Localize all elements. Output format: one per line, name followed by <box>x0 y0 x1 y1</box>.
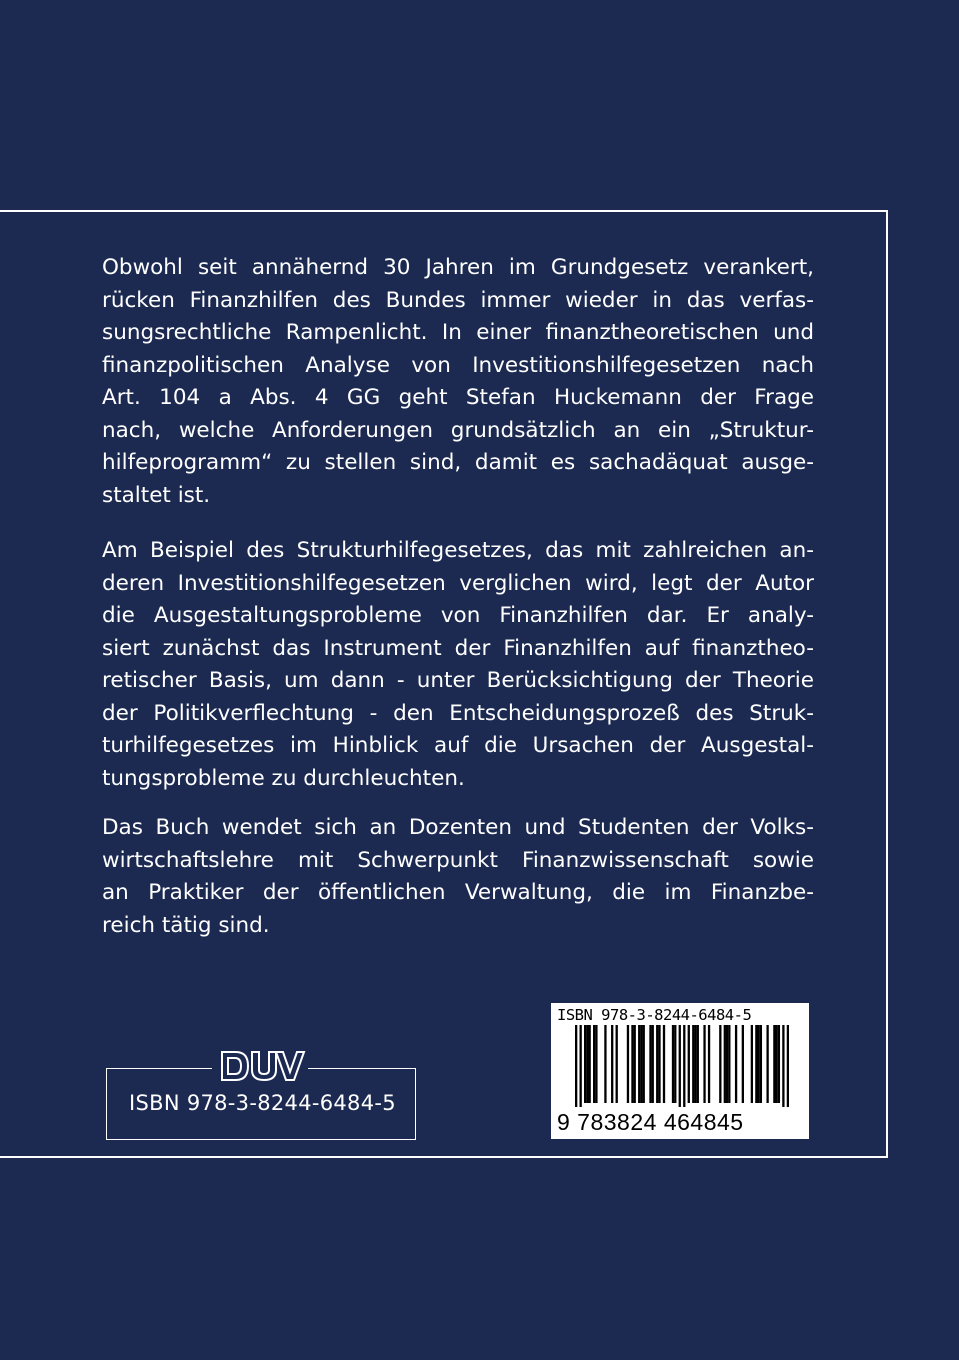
barcode-bar <box>604 1025 606 1103</box>
logo-text: DUV <box>212 1046 215 1047</box>
barcode-bar <box>742 1025 744 1103</box>
barcode-bar <box>679 1025 681 1107</box>
barcode-bar <box>694 1025 696 1103</box>
text-line: staltet ist. <box>102 482 211 508</box>
barcode-bar <box>674 1025 676 1103</box>
text-line: siert zunächst das Instrument der Finanzhilfen auf finanztheo- <box>102 635 814 661</box>
barcode-bar <box>649 1025 651 1103</box>
text-line: nach, welche Anforderungen grundsätzlich an ein „Struktur- <box>102 417 814 443</box>
barcode-bar <box>595 1025 597 1103</box>
text-line: finanzpolitischen Analyse von Investitionshilfegesetzen nach <box>102 352 814 378</box>
barcode-bar <box>703 1025 705 1103</box>
text-line: der Politikverflechtung - den Entscheidungsprozeß des Struk- <box>102 700 814 726</box>
barcode-digits: 9 783824 464845 <box>557 1109 744 1135</box>
text-line: sungsrechtliche Rampenlicht. In einer finanztheoretischen und <box>102 320 814 345</box>
barcode-bar <box>584 1025 586 1103</box>
barcode-bar <box>760 1025 762 1103</box>
barcode-bar <box>652 1025 654 1103</box>
barcode-bar <box>631 1025 633 1103</box>
barcode-bar <box>778 1025 780 1103</box>
duv-logo-icon <box>212 1046 308 1086</box>
barcode-bar <box>726 1025 728 1103</box>
blurb-paragraph-2 <box>102 535 814 795</box>
blurb-paragraph-1 <box>102 252 814 512</box>
barcode-bar <box>751 1025 753 1103</box>
barcode-bar <box>683 1025 685 1107</box>
barcode-bar <box>724 1025 726 1103</box>
isbn-label: ISBN 978-3-8244-6484-5 <box>129 1091 396 1115</box>
barcode-bar <box>586 1025 588 1103</box>
text-line: Art. 104 a Abs. 4 GG geht Stefan Huckemann der Frage <box>102 385 814 410</box>
barcode-bar <box>766 1025 768 1103</box>
barcode-bar <box>640 1025 642 1103</box>
barcode-bar <box>627 1025 629 1103</box>
barcode-bar <box>735 1025 737 1103</box>
barcode-bar <box>775 1025 777 1103</box>
barcode-bar <box>787 1025 789 1107</box>
text-line: die Ausgestaltungsprobleme von Finanzhilfen dar. Er analy- <box>102 603 814 628</box>
barcode-bar <box>634 1025 636 1103</box>
barcode-bar <box>692 1025 694 1103</box>
barcode-bar <box>773 1025 775 1103</box>
barcode-bar <box>755 1025 757 1103</box>
barcode-bar <box>757 1025 759 1103</box>
barcode-bar <box>580 1025 582 1107</box>
barcode-bar <box>616 1025 618 1103</box>
barcode-bar <box>656 1025 658 1103</box>
barcode-bar <box>663 1025 665 1103</box>
text-line: deren Investitionshilfegesetzen verglichen wird, legt der Autor <box>102 570 814 596</box>
barcode-bar <box>782 1025 784 1107</box>
barcode-bar <box>728 1025 730 1103</box>
barcode-bar <box>638 1025 640 1103</box>
barcode-isbn-text: ISBN 978-3-8244-6484-5 <box>557 1006 752 1024</box>
barcode-bar <box>672 1025 674 1103</box>
text-line: Am Beispiel des Strukturhilfegesetzes, das mit zahlreichen an- <box>102 538 814 563</box>
barcode-bar <box>688 1025 690 1103</box>
text-line: Obwohl seit annähernd 30 Jahren im Grundgesetz verankert, <box>102 255 814 280</box>
barcode-bar <box>593 1025 595 1103</box>
text-line: hilfeprogramm“ zu stellen sind, damit es sachadäquat ausge- <box>102 450 814 475</box>
text-line: wirtschaftslehre mit Schwerpunkt Finanzwissenschaft sowie <box>102 847 814 873</box>
text-line: rücken Finanzhilfen des Bundes immer wieder in das verfas- <box>102 287 814 313</box>
barcode-bar <box>708 1025 710 1103</box>
text-line: turhilfegesetzes im Hinblick auf die Ursachen der Ausgestal- <box>102 733 814 758</box>
publisher-logo <box>212 1046 308 1086</box>
text-line: retischer Basis, um dann - unter Berücksichtigung der Theorie <box>102 668 814 693</box>
barcode-area <box>551 1003 809 1139</box>
text-line: tungsprobleme zu durchleuchten. <box>102 765 465 791</box>
barcode-bar <box>575 1025 577 1107</box>
barcode-bar <box>719 1025 721 1103</box>
barcode-bar <box>643 1025 645 1103</box>
barcode-bars <box>575 1025 789 1107</box>
barcode-bar <box>658 1025 660 1103</box>
text-line: an Praktiker der öffentlichen Verwaltung, die im Finanzbe- <box>102 880 814 905</box>
barcode-bar <box>611 1025 613 1103</box>
blurb-paragraph-3 <box>102 812 814 942</box>
barcode-bar <box>697 1025 699 1103</box>
barcode-bar <box>589 1025 591 1103</box>
text-line: reich tätig sind. <box>102 912 270 938</box>
text-line: Das Buch wendet sich an Dozenten und Studenten der Volks- <box>102 815 814 840</box>
